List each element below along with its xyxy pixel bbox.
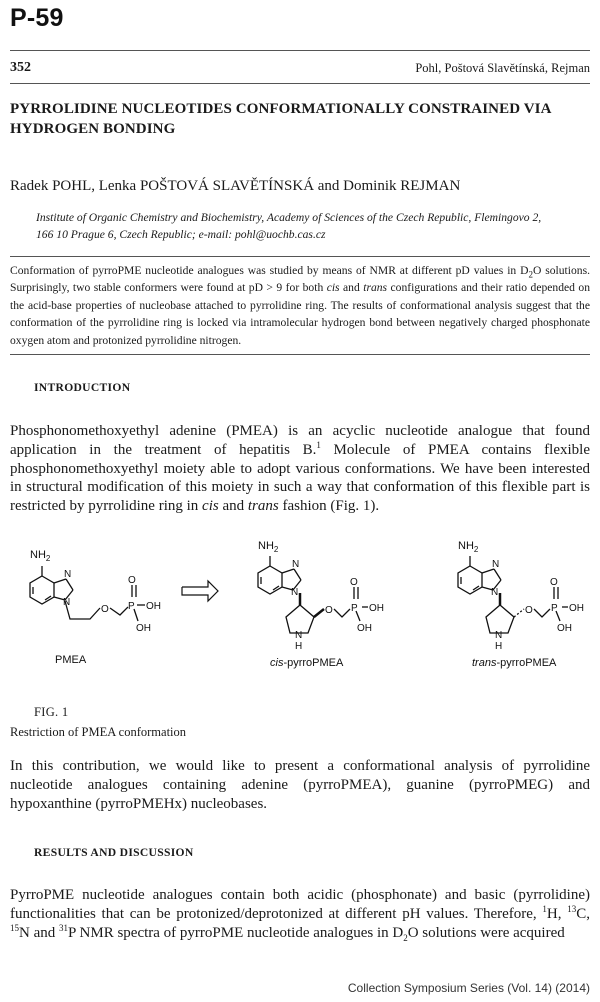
- svg-text:O: O: [128, 575, 136, 586]
- atom-amine: $NH_2$: [30, 549, 51, 563]
- svg-text:OH: OH: [369, 603, 384, 614]
- svg-text:OH: OH: [357, 623, 372, 634]
- atom-amine: $NH_2$: [458, 540, 479, 554]
- svg-text:N: N: [491, 587, 499, 598]
- figure-caption: Restriction of PMEA conformation: [10, 725, 187, 739]
- svg-text:O: O: [325, 605, 333, 616]
- svg-text:N: N: [495, 630, 503, 641]
- affiliation: [36, 209, 590, 243]
- header-rule-top: [10, 50, 590, 51]
- cis-pyrropmea-structure: [258, 540, 384, 669]
- contribution-paragraph: In this contribution, we would like to present a conformational analysis of pyrrolidine nucleotide analogues containing adenine (pyrroPMEA), guanine (pyrroPMEG) and hypoxanthine (pyrroPMEHx) nucleobases.: [10, 758, 590, 812]
- svg-text:O: O: [525, 605, 533, 616]
- introduction-paragraph: Phosphonomethoxyethyl adenine (PMEA) is an acyclic nucleotide analogue that found application in the treatment of hepatitis B.$^1$ Molecule of PMEA contains flexible phosphonomethoxyethyl moiety able to adopt various conformations. We have been interested in structural modification of this moiety in such a way that conformation of this flexible part is restricted by pyrrolidine ring in cis and trans fashion (Fig. 1).: [10, 423, 590, 515]
- affiliation-line-2: 166 10 Prague 6, Czech Republic; e-mail: pohl@uochb.cas.cz: [36, 228, 326, 241]
- svg-text:O: O: [550, 577, 558, 588]
- atom-amine: $NH_2$: [258, 540, 279, 554]
- pmea-structure: [30, 549, 161, 666]
- footer-series: Collection Symposium Series (Vol. 14) (2014): [347, 981, 590, 995]
- author-list: Radek POHL, Lenka POŠTOVÁ SLAVĚTÍNSKÁ and Dominik REJMAN: [10, 178, 461, 194]
- figure-1-structures: [0, 535, 600, 675]
- arrow-icon: [182, 581, 218, 601]
- cis-pyrropmea-label: cis-pyrroPMEA: [270, 657, 344, 669]
- results-paragraph: PyrroPME nucleotide analogues contain both acidic (phosphonate) and basic (pyrrolidine) functionalities that can be protonized/deprotonized at different pH values. Therefore, $^1$H, $^{13}$C, $^{15}$N and $^{31}$P NMR spectra of pyrroPME nucleotide analogues in $D_2O$ solutions were acquired: [10, 887, 590, 943]
- svg-text:OH: OH: [569, 603, 584, 614]
- svg-text:N: N: [292, 559, 300, 570]
- running-head: Pohl, Poštová Slavětínská, Rejman: [415, 61, 590, 75]
- svg-text:O: O: [350, 577, 358, 588]
- figure-label: FIG. 1: [34, 705, 69, 719]
- trans-pyrropmea-label: trans-pyrroPMEA: [472, 657, 557, 669]
- svg-text:OH: OH: [557, 623, 572, 634]
- svg-text:N: N: [295, 630, 303, 641]
- svg-text:H: H: [495, 641, 503, 652]
- introduction-heading: INTRODUCTION: [34, 381, 131, 394]
- header-rule-bottom: [10, 83, 590, 84]
- svg-text:OH: OH: [136, 623, 151, 634]
- affiliation-line-1: Institute of Organic Chemistry and Biochemistry, Academy of Sciences of the Czech Republic, Flemingovo 2,: [36, 211, 542, 224]
- pmea-label: PMEA: [55, 654, 87, 666]
- svg-text:P: P: [128, 601, 135, 612]
- svg-text:N: N: [492, 559, 500, 570]
- svg-text:OH: OH: [146, 601, 161, 612]
- abstract: Conformation of pyrroPME nucleotide analogues was studied by means of NMR at different pD values in $D_2O$ solutions. Surprisingly, two stable conformers were found at pD > 9 for both cis and trans configurations and their ratio depended on the acid-base properties of nucleobase attached to pyrrolidine ring. The results of conformational analysis suggest that the conformation of the pyrrolidine ring is locked via intramolecular hydrogen bond between negatively charged phosphonate oxygen atom and protonized pyrrolidine nitrogen.: [10, 264, 590, 347]
- page-number: 352: [10, 60, 31, 75]
- svg-text:N: N: [63, 597, 71, 608]
- svg-text:N: N: [291, 587, 299, 598]
- results-heading: RESULTS AND DISCUSSION: [34, 846, 194, 859]
- svg-text:P: P: [551, 603, 558, 614]
- trans-pyrropmea-structure: [458, 540, 584, 669]
- abstract-rule-bottom: [10, 354, 590, 355]
- poster-id: P-59: [10, 4, 64, 32]
- reference-mark: 1: [316, 439, 321, 450]
- svg-text:H: H: [295, 641, 303, 652]
- svg-text:P: P: [351, 603, 358, 614]
- paper-title: PYRROLIDINE NUCLEOTIDES CONFORMATIONALLY CONSTRAINED VIA HYDROGEN BONDING: [10, 101, 551, 137]
- svg-text:N: N: [64, 569, 72, 580]
- abstract-rule-top: [10, 256, 590, 257]
- svg-text:O: O: [101, 604, 109, 615]
- subscript: 2: [528, 269, 533, 280]
